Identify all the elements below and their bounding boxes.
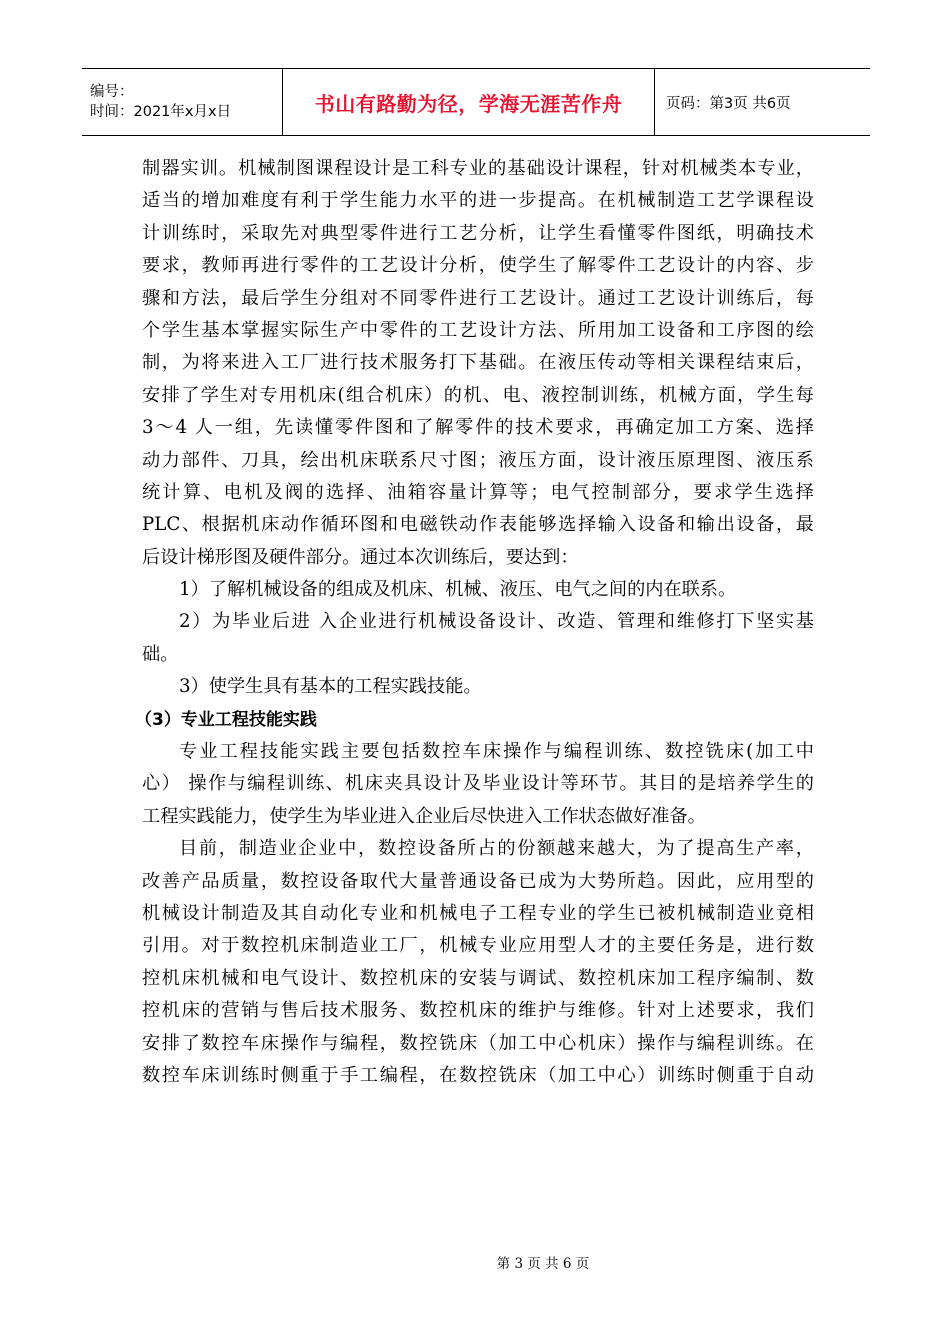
paragraph-start: 专业工程技能实践主要包括数控车床操作与编程训练、数控铣床(加工中 [179, 741, 814, 763]
list-item: 1）了解机械设备的组成及机床、机械、液压、电气之间的内在联系。 [179, 579, 737, 601]
body-line: 个学生基本掌握实际生产中零件的工艺设计方法、所用加工设备和工序图的绘 [142, 319, 814, 341]
body-line: 心） 操作与编程训练、机床夹具设计及毕业设计等环节。其目的是培养学生的 [142, 773, 814, 795]
document-number-label: 编号： [90, 84, 134, 100]
body-line: PLC、根据机床动作循环图和电磁铁动作表能够选择输入设备和输出设备，最 [142, 514, 814, 536]
body-line: 数控车床训练时侧重于手工编程，在数控铣床（加工中心）训练时侧重于自动 [142, 1064, 814, 1086]
document-body [135, 153, 814, 1092]
body-line: 动力部件、刀具，绘出机床联系尺寸图；液压方面，设计液压原理图、液压系 [142, 449, 814, 471]
header-meta [82, 69, 283, 135]
paragraph-start: 目前，制造业企业中，数控设备所占的份额越来越大，为了提高生产率， [179, 838, 814, 860]
page-header [82, 68, 870, 136]
body-line: 础。 [142, 643, 179, 665]
section-heading: （3）专业工程技能实践 [135, 709, 317, 730]
body-line: 制，为将来进入工厂进行技术服务打下基础。在液压传动等相关课程结束后， [142, 352, 814, 374]
body-line: 控机床机械和电气设计、数控机床的安装与调试、数控机床加工程序编制、数 [142, 967, 814, 989]
body-line: 后设计梯形图及硬件部分。通过本次训练后，要达到： [142, 546, 579, 568]
body-line: 适当的增加难度有利于学生能力水平的进一步提高。在机械制造工艺学课程设 [142, 190, 814, 212]
body-line: 安排了数控车床操作与编程，数控铣床（加工中心机床）操作与编程训练。在 [142, 1032, 814, 1054]
body-line: 制器实训。机械制图课程设计是工科专业的基础设计课程，针对机械类本专业， [142, 158, 814, 179]
document-date: 时间：2021年x月x日 [90, 104, 232, 120]
list-item: 3）使学生具有基本的工程实践技能。 [179, 676, 482, 698]
list-item: 2）为毕业后进 入企业进行机械设备设计、改造、管理和维修打下坚实基 [179, 611, 814, 633]
body-line: 工程实践能力，使学生为毕业进入企业后尽快进入工作状态做好准备。 [142, 805, 706, 827]
body-line: 引用。对于数控机床制造业工厂，机械专业应用型人才的主要任务是，进行数 [142, 935, 814, 957]
body-line: 3～4 人一组，先读懂零件图和了解零件的技术要求，再确定加工方案、选择 [142, 417, 814, 439]
body-line: 要求，教师再进行零件的工艺设计分析，使学生了解零件工艺设计的内容、步 [142, 255, 814, 277]
body-line: 统计算、电机及阀的选择、油箱容量计算等；电气控制部分，要求学生选择 [142, 481, 814, 503]
body-line: 计训练时，采取先对典型零件进行工艺分析，让学生看懂零件图纸，明确技术 [142, 222, 814, 244]
body-line: 安排了学生对专用机床(组合机床）的机、电、液控制训练，机械方面，学生每 [142, 384, 814, 406]
body-line: 改善产品质量，数控设备取代大量普通设备已成为大势所趋。因此，应用型的 [142, 870, 814, 892]
body-line: 控机床的营销与售后技术服务、数控机床的维护与维修。针对上述要求，我们 [142, 1000, 814, 1022]
header-motto: 书山有路勤为径，学海无涯苦作舟 [283, 69, 655, 135]
header-page-number: 页码：第3页 共6页 [666, 95, 791, 112]
body-line: 骤和方法，最后学生分组对不同零件进行工艺设计。通过工艺设计训练后，每 [142, 287, 814, 309]
body-line: 机械设计制造及其自动化专业和机械电子工程专业的学生已被机械制造业竟相 [142, 902, 814, 924]
page-footer: 第 3 页 共 6 页 [496, 1256, 590, 1272]
